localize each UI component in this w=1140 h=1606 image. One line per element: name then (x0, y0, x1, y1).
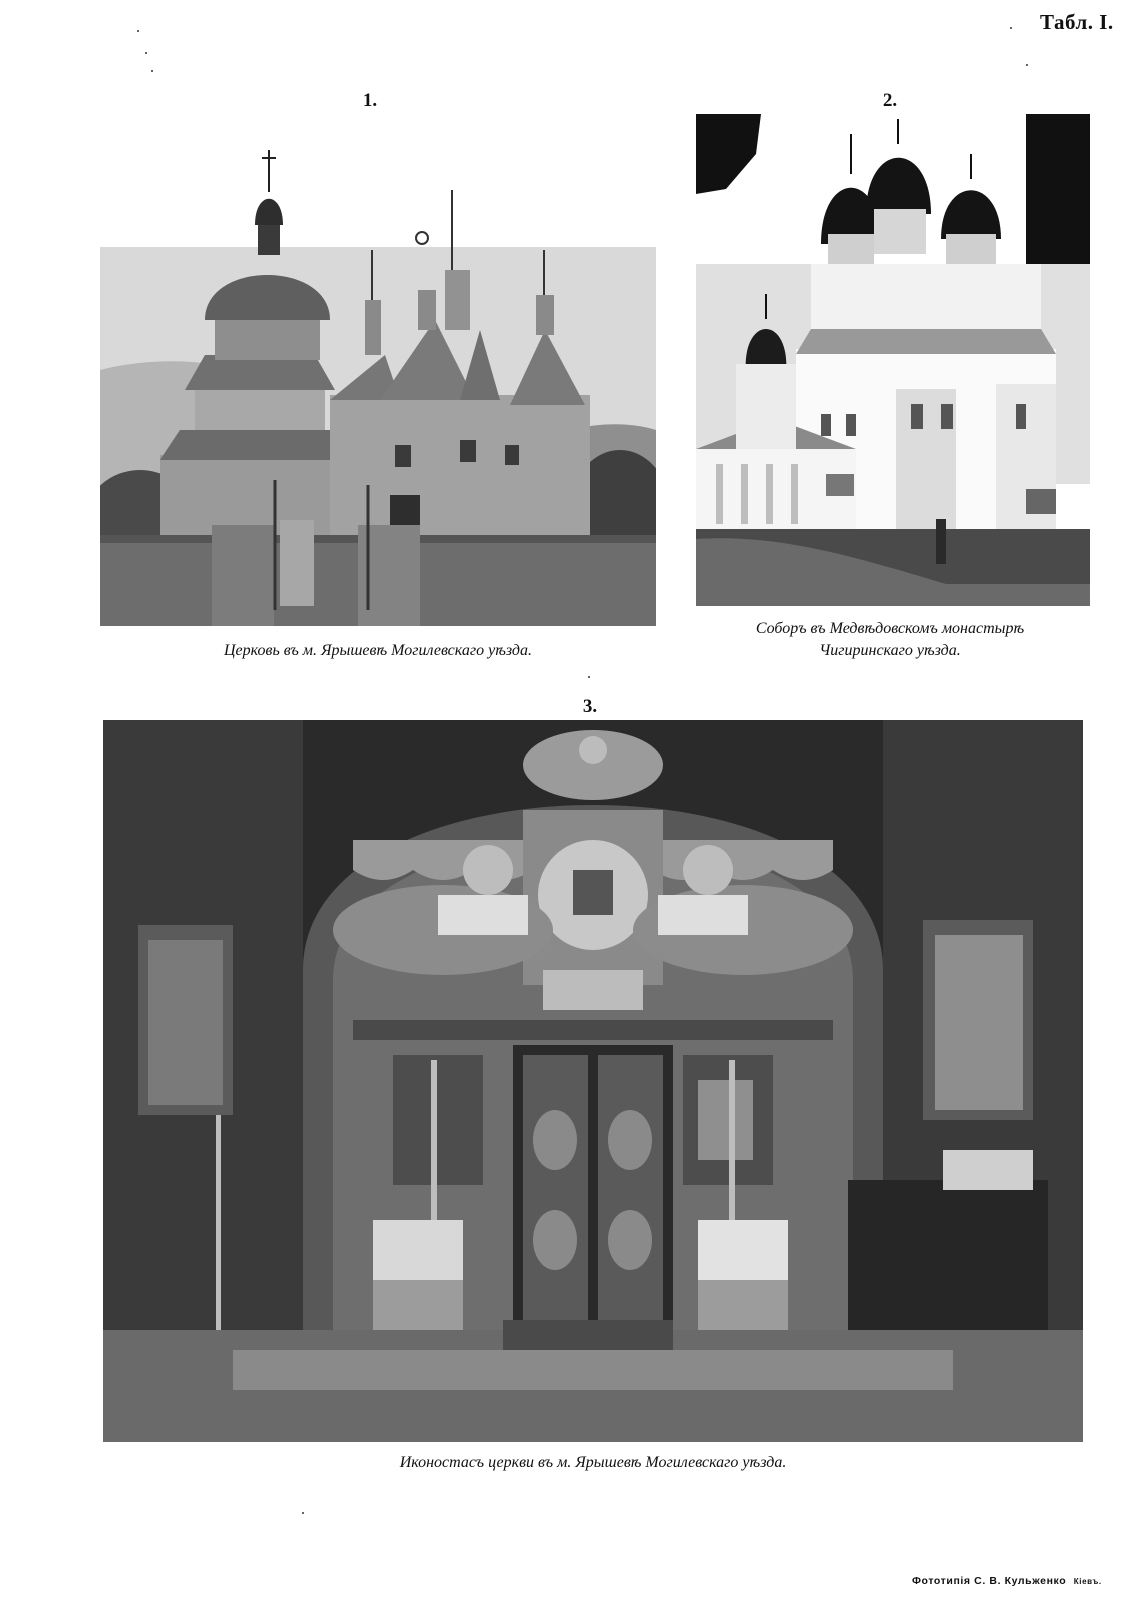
wooden-church-photo-icon (100, 130, 656, 626)
scan-speck (1026, 64, 1028, 66)
figure-2-caption-line1: Соборъ въ Медвѣдовскомъ монастырѣ (755, 620, 1025, 637)
printer-credit-city: Кіевъ. (1073, 1577, 1102, 1586)
figure-2-number: 2. (882, 90, 898, 111)
figure-2-photo (696, 114, 1090, 606)
figure-1-caption: Церковь въ м. Ярышевѣ Могилевскаго уѣзда. (223, 642, 533, 659)
cathedral-photo-icon (696, 114, 1090, 606)
scan-speck (145, 52, 147, 54)
figure-3-photo (103, 720, 1083, 1442)
figure-3-number: 3. (582, 696, 598, 717)
iconostasis-photo-icon (103, 720, 1083, 1442)
figure-2-caption-line2: Чигиринскаго уѣзда. (819, 642, 961, 659)
figure-1-photo (100, 130, 656, 626)
scan-speck (302, 1512, 304, 1514)
printer-credit (912, 1575, 1102, 1587)
figure-3-caption: Иконостасъ церкви въ м. Ярышевѣ Могилевскаго уѣзда. (399, 1454, 787, 1471)
scan-speck (151, 70, 153, 72)
scan-speck (1010, 27, 1012, 29)
printer-credit-name: Фототипія С. В. Кульженко (912, 1575, 1067, 1587)
scan-speck (588, 676, 590, 678)
plate-label: Табл. I. (1040, 10, 1114, 34)
figure-1-number: 1. (362, 90, 378, 111)
scan-speck (137, 30, 139, 32)
